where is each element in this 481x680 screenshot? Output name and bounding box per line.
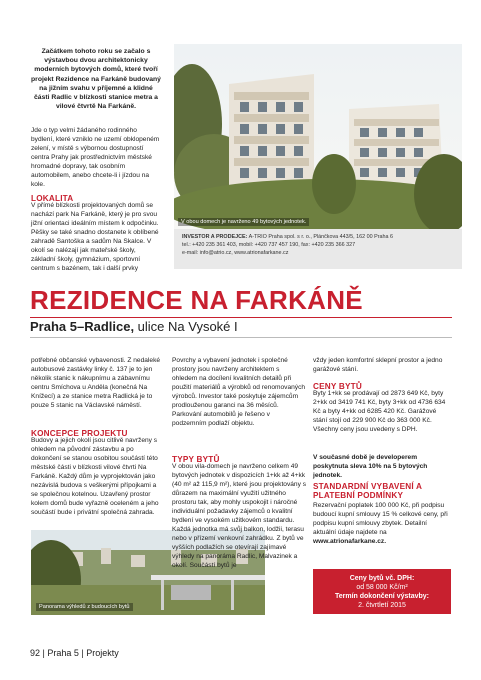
ceny-discount: V současné době je developerem poskytnuta sleva 10% na 5 bytových jednotek.	[313, 454, 428, 479]
standard-body: Rezervační poplatek 100 000 Kč, při podpisu budoucí kupní smlouvy 15 % celkové ceny, při podpisu kupní smlouvy zbytek. Detailní aktuální údaje najdete na	[313, 502, 448, 536]
completion-value: 2. čtvrtletí 2015	[358, 602, 406, 609]
building-illustration	[174, 44, 462, 229]
investor-label: INVESTOR A PRODEJCE:	[182, 234, 248, 240]
article-title: REZIDENCE NA FARKÁNĚ	[30, 285, 363, 315]
subtitle-street: ulice Na Vysoké I	[134, 319, 238, 334]
completion-label: Termín dokončení výstavby:	[334, 593, 429, 600]
standard-text	[313, 501, 451, 546]
building-photo-caption: V obou domech je navrženo 49 bytových jednotek.	[178, 218, 309, 226]
price-box	[313, 569, 451, 614]
lokalita-text: V přímé blízkosti projektovaných domů se nachází park Na Farkáně, který je pro svou jižní orientaci ideálním místem k odpočinku. Pěšky se také snadno dostanete k oblíbené zahradě Santoška a sadům Na Skalce. V okolí se nalézají jak mateřské školy, základní školy, gymnázium, sportovní centrum s bazénem, tak i další prvky	[31, 202, 159, 272]
title-rule	[30, 317, 452, 318]
subtitle-rule	[30, 337, 452, 338]
intro-lead: Začátkem tohoto roku se začalo s výstavbou dvou architektonicky moderních bytových domů, které tvoří projekt Rezidence na Farkáně budovaný na jižním svahu v příjemné a klidné části Radlic v blízkosti stanice metra a vilové čtvrtě Na Farkáně.	[31, 48, 161, 111]
col-a-paragraph: potřebné občanské vybavenosti. Z nedaleké autobusové zastávky linky č. 137 je to jen několik stanic k nákupnímu a zábavnímu centru Smíchova u Anděla (konečná Na Knížecí) a ze stanice metra Radlická je to pouze 5 stanic na Václavské náměstí.	[31, 357, 161, 409]
koncepce-text: Budovy a jejich okolí jsou citlivě navrženy s ohledem na původní zástavbu a po dokončení se stanou osobitou součástí této městské části v blízkosti vilové čtvrti Na Farkáně. Každý dům je vyprojektován jako nezávislá budova s veškerými přípojkami a se společnou kotelnou. Uzavřený prostor kolem domů bude vyřazně oceleném a jeho součástí bude i privátní společná zahrada.	[31, 437, 159, 516]
ceny-text: Byty 1+kk se prodávají od 2873 649 Kč, byty 2+kk od 3419 741 Kč, byty 3+kk od 4736 634 Kč a byty 4+kk od 6285 420 Kč. Garážové stání stojí od 229 900 Kč do 363 000 Kč. Všechny ceny jsou uvedeny s DPH.	[313, 390, 446, 433]
article-subtitle	[30, 319, 460, 334]
standard-link[interactable]: www.atrionafarkane.cz.	[313, 538, 387, 545]
ceny-heading: CENY BYTŮ	[313, 382, 362, 391]
investor-address: A-TRIO Praha spol. s r. o., Plánčkova 443/5, 162 00 Praha 6	[247, 234, 394, 240]
lokalita-heading: LOKALITA	[31, 194, 74, 203]
typy-heading: TYPY BYTŮ	[172, 455, 220, 464]
standard-heading: STANDARDNÍ VYBAVENÍ A PLATEBNÍ PODMÍNKY	[313, 482, 422, 500]
building-photo	[174, 44, 462, 229]
col1-paragraph: Jde o typ velmi žádaného rodinného bydlení, které vzniklo ne uzemí obklopeném zelení, v místě s výbornou dostupností centra Prahy jak prostřednictvím městské hromadné dopravy, tak osobním automobilem, anebo chcete-li i jízdou na kole.	[31, 127, 160, 188]
price-label: Ceny bytů vč. DPH:	[349, 575, 415, 582]
col-b-paragraph: Povrchy a vybavení jednotek i společné prostory jsou navrženy architektem s ohledem na docílení kvalitních detailů při použití materiálů a výrobků od renomovaných výrobců. Investor také poskytuje zájemcům prodlouženou garanci na 36 měsíců. Parkování automobilů je řešeno v podzemním podlaží objektu.	[172, 357, 306, 427]
price-value: od 58 000 Kč/m²	[356, 584, 408, 591]
investor-box	[174, 229, 462, 269]
panorama-caption: Panorama výhledů z budoucích bytů	[36, 603, 133, 611]
typy-text: V obou vila-domech je navrženo celkem 49 bytových jednotek v dispozicích 1+kk až 4+kk (40 m² až 115,9 m²), které jsou projektovány s důrazem na maximální využití užitného prostoru tak, aby mohly uspokojit i náročné individuální požadavky zájemců o kvalitní bydlení ve vysokém užitkovém standardu. Každá jednotka má svůj balkon, lodžii, terasu nebo v přízemí venkovní zahrádku. Z bytů ve vyšších podlažích se otevírají zajímavé výhledy na panoráma Radlic, Malvazinek a okolí. Součástí bytů je	[172, 463, 307, 569]
subtitle-location: Praha 5–Radlice,	[30, 319, 135, 334]
koncepce-heading: KONCEPCE PROJEKTU	[31, 429, 128, 438]
investor-phones: tel.: +420 235 361 403, mobil: +420 737 457 190, fax: +420 235 366 327	[182, 242, 356, 248]
col-c-paragraph: vždy jeden komfortní sklepní prostor a jedno garážové stání.	[313, 357, 443, 373]
investor-email-web[interactable]: e-mail: info@atrio.cz, www.atrionafarkane.cz	[182, 250, 289, 256]
page-footer: 92 | Praha 5 | Projekty	[30, 648, 119, 658]
